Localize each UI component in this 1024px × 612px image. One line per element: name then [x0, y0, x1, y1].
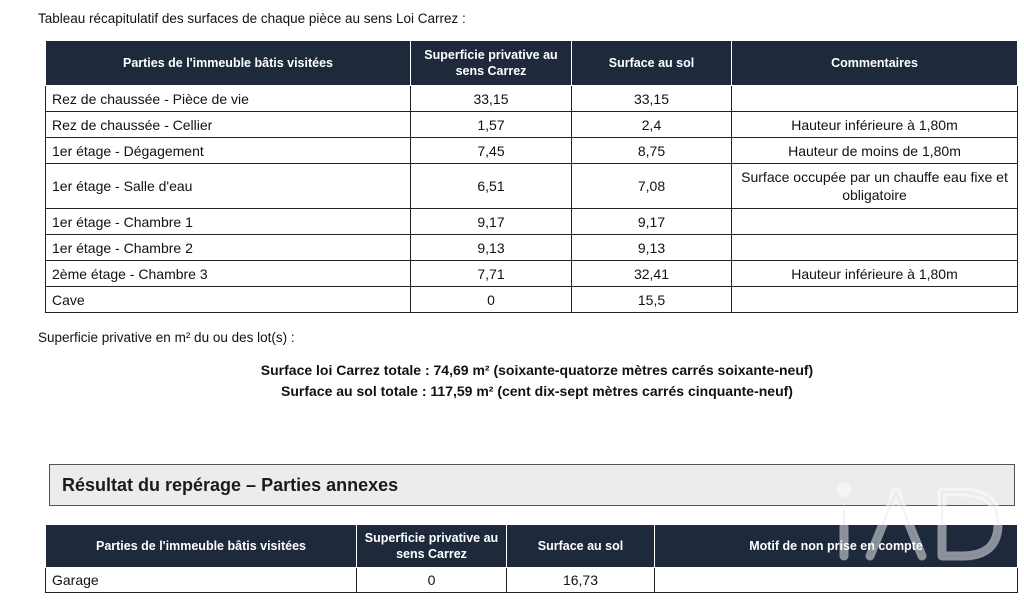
- cell-comment: [732, 287, 1018, 313]
- cell-carrez: 7,45: [411, 138, 572, 164]
- annexes-table: [45, 524, 1018, 593]
- cell-comment: Surface occupée par un chauffe eau fixe et obligatoire: [732, 164, 1018, 209]
- cell-part: Garage: [46, 568, 357, 593]
- table-row: [46, 209, 1018, 235]
- col-header-comment: Commentaires: [732, 41, 1018, 86]
- cell-sol: 2,4: [572, 112, 732, 138]
- cell-carrez: 6,51: [411, 164, 572, 209]
- cell-comment: Hauteur de moins de 1,80m: [732, 138, 1018, 164]
- cell-comment: Hauteur inférieure à 1,80m: [732, 261, 1018, 287]
- table-row: [46, 287, 1018, 313]
- col-header-part: Parties de l'immeuble bâtis visitées: [46, 41, 411, 86]
- cell-motif: [655, 568, 1018, 593]
- cell-part: 1er étage - Chambre 2: [46, 235, 411, 261]
- cell-part: 1er étage - Chambre 1: [46, 209, 411, 235]
- table-row: [46, 86, 1018, 112]
- cell-carrez: 9,13: [411, 235, 572, 261]
- cell-part: 1er étage - Dégagement: [46, 138, 411, 164]
- cell-comment: [732, 86, 1018, 112]
- cell-carrez: 0: [357, 568, 507, 593]
- col-header-sol: Surface au sol: [572, 41, 732, 86]
- cell-sol: 7,08: [572, 164, 732, 209]
- section-header-annexes: [49, 464, 1015, 506]
- cell-comment: [732, 235, 1018, 261]
- table-header-row: [46, 525, 1018, 568]
- lots-label: Superficie privative en m² du ou des lot(s) :: [38, 330, 295, 345]
- cell-carrez: 7,71: [411, 261, 572, 287]
- table-row: [46, 235, 1018, 261]
- table-row: [46, 568, 1018, 593]
- col-header-sol: Surface au sol: [507, 525, 655, 568]
- cell-carrez: 9,17: [411, 209, 572, 235]
- cell-part: Rez de chaussée - Cellier: [46, 112, 411, 138]
- col-header-carrez: Superficie privative au sens Carrez: [411, 41, 572, 86]
- cell-carrez: 33,15: [411, 86, 572, 112]
- cell-part: 2ème étage - Chambre 3: [46, 261, 411, 287]
- cell-part: Cave: [46, 287, 411, 313]
- cell-sol: 32,41: [572, 261, 732, 287]
- carrez-surface-table: [45, 40, 1018, 313]
- table-row: [46, 261, 1018, 287]
- cell-part: Rez de chaussée - Pièce de vie: [46, 86, 411, 112]
- table-row: [46, 138, 1018, 164]
- cell-sol: 9,17: [572, 209, 732, 235]
- section-title: Résultat du repérage – Parties annexes: [62, 475, 399, 495]
- table-row: [46, 164, 1018, 209]
- table-row: [46, 112, 1018, 138]
- cell-sol: 15,5: [572, 287, 732, 313]
- table-header-row: [46, 41, 1018, 86]
- col-header-part: Parties de l'immeuble bâtis visitées: [46, 525, 357, 568]
- intro-text: Tableau récapitulatif des surfaces de chaque pièce au sens Loi Carrez :: [38, 11, 466, 26]
- cell-sol: 9,13: [572, 235, 732, 261]
- cell-comment: Hauteur inférieure à 1,80m: [732, 112, 1018, 138]
- cell-sol: 33,15: [572, 86, 732, 112]
- col-header-motif: Motif de non prise en compte: [655, 525, 1018, 568]
- col-header-carrez: Superficie privative au sens Carrez: [357, 525, 507, 568]
- total-sol: Surface au sol totale : 117,59 m² (cent dix-sept mètres carrés cinquante-neuf): [281, 383, 793, 399]
- total-carrez: Surface loi Carrez totale : 74,69 m² (soixante-quatorze mètres carrés soixante-neuf): [260, 362, 814, 378]
- cell-sol: 8,75: [572, 138, 732, 164]
- cell-sol: 16,73: [507, 568, 655, 593]
- cell-carrez: 0: [411, 287, 572, 313]
- cell-comment: [732, 209, 1018, 235]
- cell-carrez: 1,57: [411, 112, 572, 138]
- cell-part: 1er étage - Salle d'eau: [46, 164, 411, 209]
